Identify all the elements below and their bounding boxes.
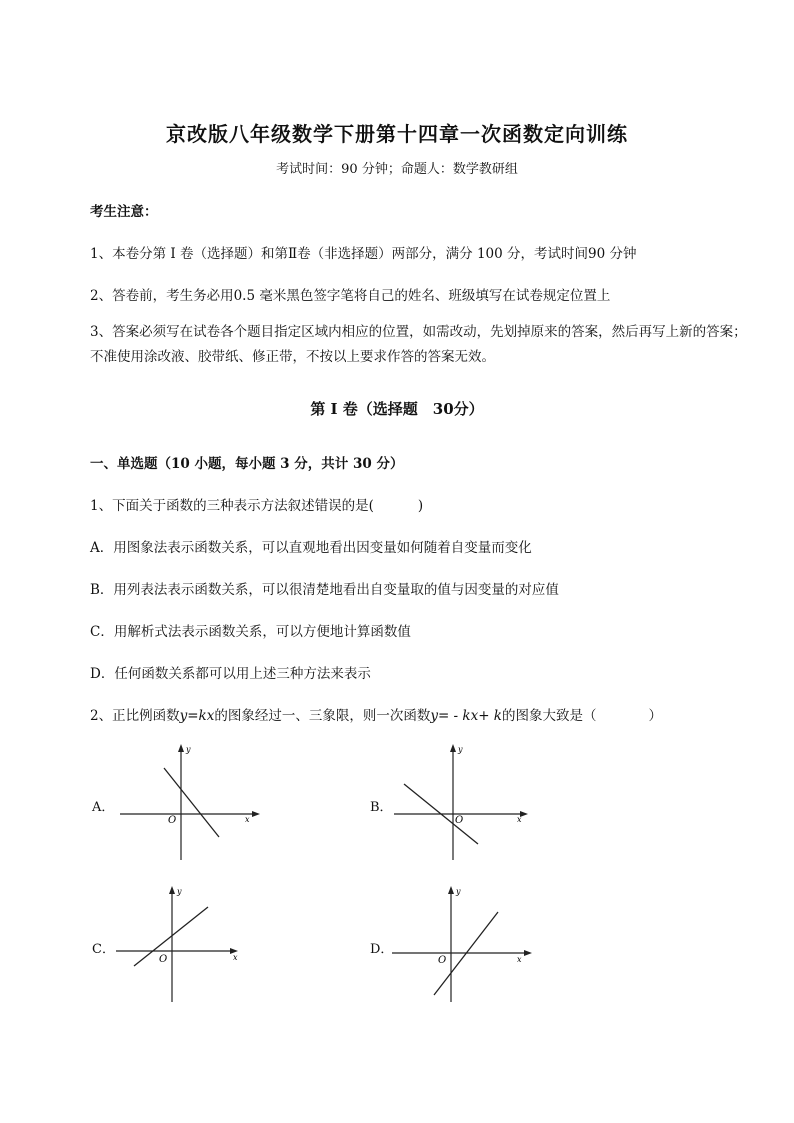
y-axis-arrow bbox=[169, 886, 175, 894]
graph-option-c bbox=[112, 882, 272, 1011]
origin-label: O bbox=[438, 955, 447, 966]
graph-option-label-c: C． bbox=[92, 942, 115, 957]
page-subtitle: 考试时间：90 分钟；命题人：数学教研组 bbox=[276, 162, 518, 177]
x-axis-arrow bbox=[252, 811, 260, 817]
y-axis-label: y bbox=[456, 887, 461, 896]
question-1-option-b: B．用列表法表示函数关系，可以很清楚地看出自变量取的值与因变量的对应值 bbox=[90, 582, 559, 598]
question-stem-text: 1、下面关于函数的三种表示方法叙述错误的是( bbox=[90, 498, 374, 514]
function-line bbox=[134, 907, 208, 966]
x-axis-arrow bbox=[524, 950, 532, 956]
question-stem-text: ) bbox=[417, 498, 424, 514]
question-1-option-a: A．用图象法表示函数关系，可以直观地看出因变量如何随着自变量而变化 bbox=[90, 540, 532, 556]
question-stem-text: 2、正比例函数 bbox=[90, 708, 180, 724]
page-title: 京改版八年级数学下册第十四章一次函数定向训练 bbox=[166, 122, 628, 146]
origin-label: O bbox=[168, 815, 177, 826]
graph-option-label-d: D． bbox=[370, 942, 394, 957]
math-expression: y= - kx+ k bbox=[430, 708, 502, 724]
y-axis-arrow bbox=[178, 744, 184, 752]
y-axis-label: y bbox=[177, 887, 182, 896]
graph-option-d bbox=[390, 882, 550, 1011]
question-1-stem bbox=[90, 494, 740, 514]
notice-item: 3、答案必须写在试卷各个题目指定区域内相应的位置，如需改动，先划掉原来的答案，然后再写上新的答案；不准使用涂改液、胶带纸、修正带，不按以上要求作答的答案无效。 bbox=[90, 324, 747, 365]
y-axis-label: y bbox=[186, 745, 191, 754]
question-stem-text: 的图象经过一、三象限，则一次函数 bbox=[214, 708, 431, 724]
function-line bbox=[164, 768, 219, 837]
notice-heading: 考生注意： bbox=[90, 204, 158, 220]
section-title: 第 I 卷（选择题 30分） bbox=[310, 400, 484, 418]
x-axis-label: x bbox=[517, 815, 522, 824]
y-axis-arrow bbox=[450, 744, 456, 752]
graph-option-a bbox=[112, 740, 272, 869]
notice-item: 1、本卷分第 I 卷（选择题）和第Ⅱ卷（非选择题）两部分，满分 100 分，考试时间90 分钟 bbox=[90, 246, 637, 262]
x-axis-label: x bbox=[517, 955, 522, 964]
graph-option-b bbox=[390, 740, 550, 869]
x-axis-label: x bbox=[245, 815, 250, 824]
part-heading: 一、单选题（10 小题，每小题 3 分，共计 30 分） bbox=[90, 456, 404, 472]
origin-label: O bbox=[159, 954, 168, 965]
question-1-option-c: C．用解析式法表示函数关系，可以方便地计算函数值 bbox=[90, 624, 411, 640]
y-axis-arrow bbox=[448, 886, 454, 894]
graph-option-label-b: B． bbox=[370, 800, 393, 815]
origin-label: O bbox=[455, 815, 464, 826]
math-expression: y=kx bbox=[179, 708, 215, 724]
question-2-stem bbox=[90, 704, 740, 724]
notice-item: 2、答卷前，考生务必用0.5 毫米黑色签字笔将自己的姓名、班级填写在试卷规定位置上 bbox=[90, 288, 611, 304]
graph-option-label-a: A． bbox=[92, 800, 115, 815]
x-axis-label: x bbox=[233, 953, 238, 962]
question-1-option-d: D．任何函数关系都可以用上述三种方法来表示 bbox=[90, 666, 371, 682]
y-axis-label: y bbox=[458, 745, 463, 754]
question-stem-text: ） bbox=[648, 708, 662, 724]
question-stem-text: 的图象大致是（ bbox=[502, 708, 597, 724]
